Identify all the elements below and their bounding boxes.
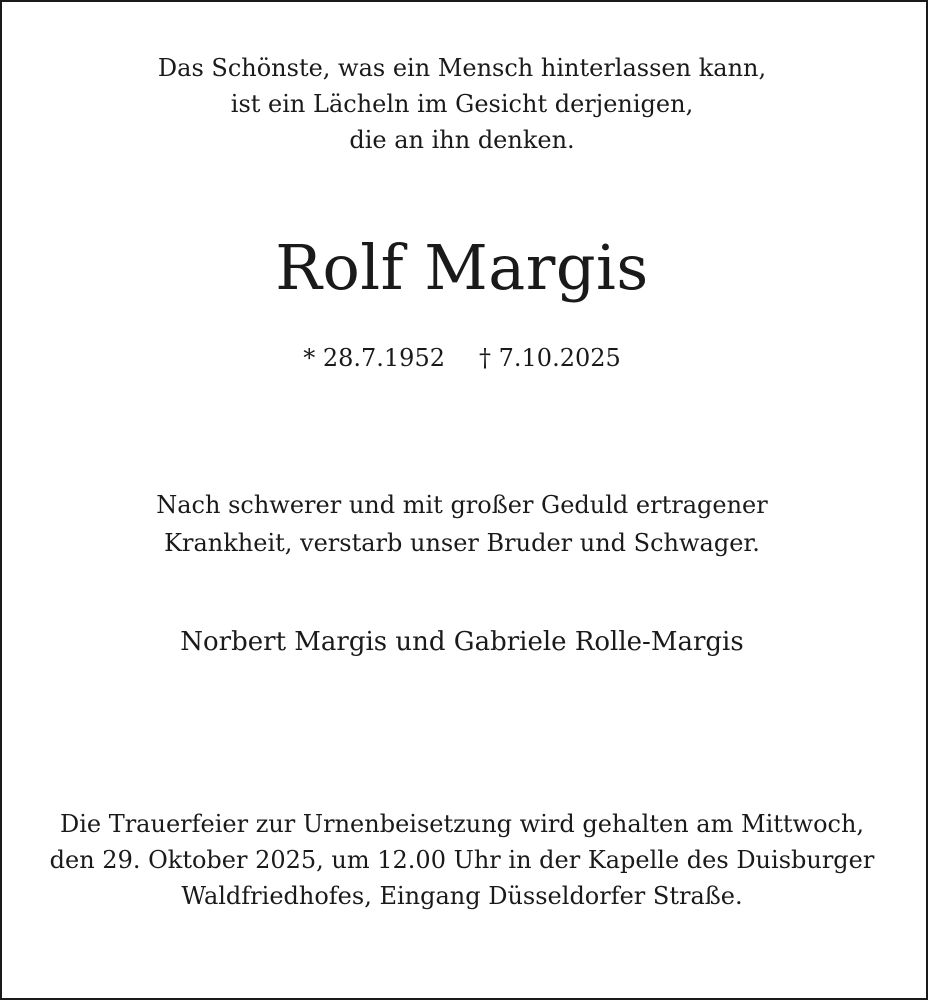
quote-line: die an ihn denken. bbox=[349, 126, 575, 154]
service-line: den 29. Oktober 2025, um 12.00 Uhr in der Kapelle des Duisburger bbox=[49, 846, 875, 874]
quote-line: ist ein Lächeln im Gesicht derjenigen, bbox=[230, 90, 694, 118]
mourners-names: Norbert Margis und Gabriele Rolle-Margis bbox=[180, 627, 744, 657]
service-line: Waldfriedhofes, Eingang Düsseldorfer Straße. bbox=[181, 882, 743, 910]
message-line: Nach schwerer und mit großer Geduld ertragener bbox=[156, 491, 768, 519]
birth-date: * 28.7.1952 bbox=[303, 344, 445, 372]
death-message bbox=[0, 486, 924, 562]
deceased-name: Rolf Margis bbox=[275, 231, 649, 304]
funeral-service-info bbox=[0, 806, 924, 914]
death-date: † 7.10.2025 bbox=[479, 344, 621, 372]
life-dates bbox=[0, 340, 924, 376]
message-line: Krankheit, verstarb unser Bruder und Schwager. bbox=[164, 529, 760, 557]
memorial-quote bbox=[0, 50, 924, 158]
quote-line: Das Schönste, was ein Mensch hinterlassen kann, bbox=[157, 54, 767, 82]
service-line: Die Trauerfeier zur Urnenbeisetzung wird gehalten am Mittwoch, bbox=[59, 810, 865, 838]
